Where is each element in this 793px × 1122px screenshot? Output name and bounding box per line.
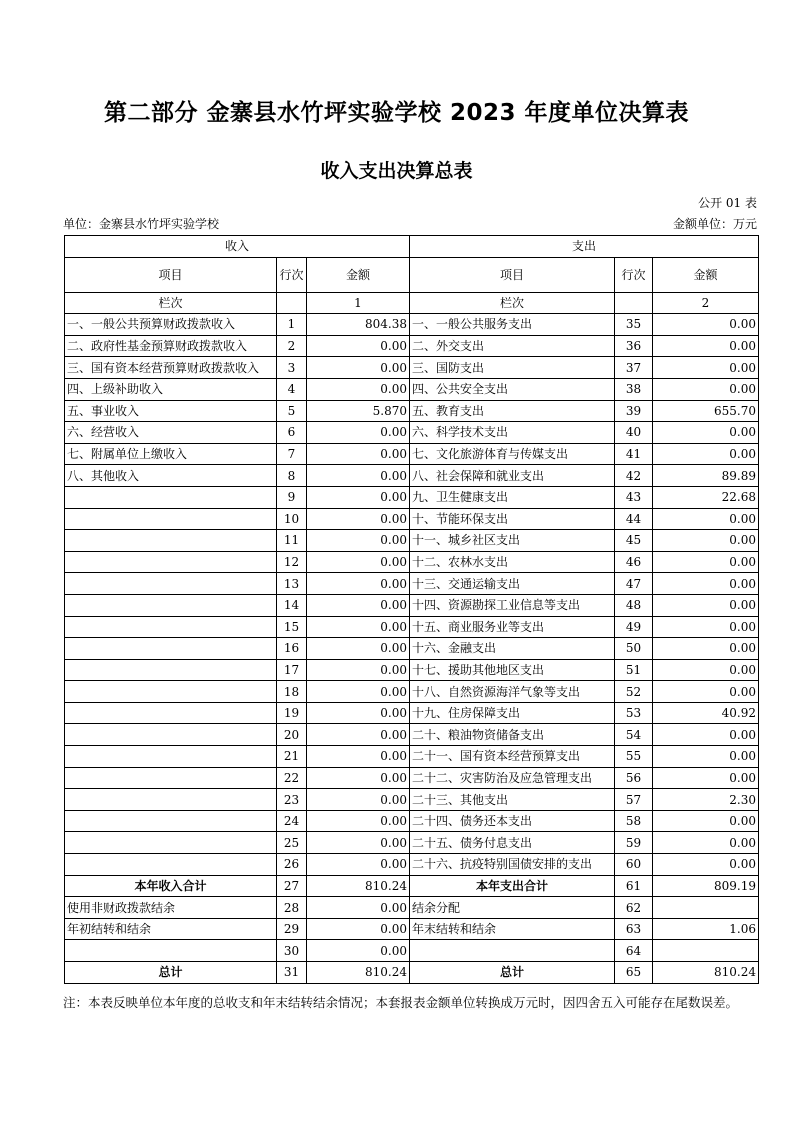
income-amount-cell: 810.24	[307, 875, 410, 897]
expense-amount-cell: 0.00	[653, 573, 759, 595]
expense-line-cell: 65	[615, 962, 653, 984]
expense-line-cell: 35	[615, 314, 653, 336]
expense-line-cell: 64	[615, 940, 653, 962]
table-row	[65, 573, 759, 595]
expense-amount-cell: 0.00	[653, 314, 759, 336]
expense-item-cell: 二、外交支出	[410, 335, 615, 357]
income-item-cell	[65, 508, 277, 530]
expense-item-cell: 十七、援助其他地区支出	[410, 659, 615, 681]
income-item-cell: 五、事业收入	[65, 400, 277, 422]
income-amount-cell: 0.00	[307, 767, 410, 789]
expense-item-cell: 九、卫生健康支出	[410, 486, 615, 508]
income-item-cell: 总计	[65, 962, 277, 984]
table-row	[65, 789, 759, 811]
income-line-cell: 30	[277, 940, 307, 962]
income-amount-cell: 0.00	[307, 594, 410, 616]
expense-line-cell: 56	[615, 767, 653, 789]
expense-amount-cell: 809.19	[653, 875, 759, 897]
expense-seq-blank	[615, 292, 653, 314]
income-line-cell: 21	[277, 746, 307, 768]
income-line-cell: 18	[277, 681, 307, 703]
expense-item-cell: 总计	[410, 962, 615, 984]
expense-item-header: 项目	[410, 257, 615, 292]
expense-amount-cell: 0.00	[653, 724, 759, 746]
expense-item-cell: 五、教育支出	[410, 400, 615, 422]
income-amount-cell: 0.00	[307, 854, 410, 876]
expense-line-cell: 55	[615, 746, 653, 768]
income-amount-cell: 0.00	[307, 638, 410, 660]
income-amount-header: 金额	[307, 257, 410, 292]
expense-item-cell: 二十一、国有资本经营预算支出	[410, 746, 615, 768]
expense-line-cell: 43	[615, 486, 653, 508]
table-row	[65, 940, 759, 962]
income-item-cell: 二、政府性基金预算财政拨款收入	[65, 335, 277, 357]
income-item-cell	[65, 767, 277, 789]
expense-amount-cell: 0.00	[653, 594, 759, 616]
income-amount-cell: 0.00	[307, 832, 410, 854]
expense-line-cell: 45	[615, 530, 653, 552]
expense-amount-cell: 0.00	[653, 530, 759, 552]
income-item-cell: 四、上级补助收入	[65, 378, 277, 400]
expense-item-cell: 十、节能环保支出	[410, 508, 615, 530]
amount-unit-label: 金额单位：万元	[672, 217, 757, 231]
income-item-cell	[65, 530, 277, 552]
table-row	[65, 918, 759, 940]
table-subtitle: 收入支出决算总表	[320, 160, 473, 182]
income-line-cell: 2	[277, 335, 307, 357]
income-item-cell: 使用非财政拨款结余	[65, 897, 277, 919]
expense-amount-cell: 0.00	[653, 810, 759, 832]
table-row	[65, 422, 759, 444]
income-item-cell	[65, 702, 277, 724]
expense-amount-cell: 1.06	[653, 918, 759, 940]
expense-line-cell: 60	[615, 854, 653, 876]
table-row	[65, 378, 759, 400]
table-row	[65, 551, 759, 573]
expense-amount-cell: 2.30	[653, 789, 759, 811]
table-row	[65, 638, 759, 660]
table-row	[65, 314, 759, 336]
income-header: 收入	[65, 236, 410, 258]
expense-amount-cell: 0.00	[653, 551, 759, 573]
income-amount-cell: 0.00	[307, 659, 410, 681]
table-row	[65, 594, 759, 616]
income-amount-cell: 0.00	[307, 897, 410, 919]
expense-amount-cell: 0.00	[653, 378, 759, 400]
expense-amount-cell: 0.00	[653, 746, 759, 768]
sequence-row	[65, 292, 759, 314]
expense-amount-cell: 22.68	[653, 486, 759, 508]
expense-header: 支出	[410, 236, 759, 258]
expense-item-cell: 十九、住房保障支出	[410, 702, 615, 724]
expense-amount-cell: 0.00	[653, 638, 759, 660]
income-amount-cell: 0.00	[307, 357, 410, 379]
column-header-row	[65, 257, 759, 292]
table-row	[65, 681, 759, 703]
expense-line-cell: 40	[615, 422, 653, 444]
expense-item-cell: 二十、粮油物资储备支出	[410, 724, 615, 746]
expense-seq-label: 栏次	[410, 292, 615, 314]
income-amount-cell: 0.00	[307, 789, 410, 811]
page-title: 第二部分 金寨县水竹坪实验学校 2023 年度单位决算表	[103, 100, 690, 126]
income-line-cell: 14	[277, 594, 307, 616]
income-line-cell: 19	[277, 702, 307, 724]
income-line-cell: 17	[277, 659, 307, 681]
income-amount-cell: 0.00	[307, 681, 410, 703]
income-item-cell: 七、附属单位上缴收入	[65, 443, 277, 465]
income-line-cell: 6	[277, 422, 307, 444]
income-line-cell: 26	[277, 854, 307, 876]
expense-line-cell: 53	[615, 702, 653, 724]
expense-item-cell: 七、文化旅游体育与传媒支出	[410, 443, 615, 465]
income-expense-table	[64, 235, 759, 984]
expense-line-cell: 47	[615, 573, 653, 595]
table-row	[65, 465, 759, 487]
expense-item-cell: 年末结转和结余	[410, 918, 615, 940]
expense-line-cell: 42	[615, 465, 653, 487]
income-line-cell: 11	[277, 530, 307, 552]
income-amount-cell: 0.00	[307, 378, 410, 400]
expense-item-cell: 十八、自然资源海洋气象等支出	[410, 681, 615, 703]
expense-line-cell: 51	[615, 659, 653, 681]
table-row	[65, 335, 759, 357]
expense-line-header: 行次	[615, 257, 653, 292]
income-amount-cell: 0.00	[307, 530, 410, 552]
income-seq-number: 1	[307, 292, 410, 314]
unit-row	[63, 215, 757, 233]
unit-label: 单位：金寨县水竹坪实验学校	[63, 217, 220, 231]
income-amount-cell: 0.00	[307, 422, 410, 444]
footnote: 注：本表反映单位本年度的总收支和年末结转结余情况；本套报表金额单位转换成万元时，因四舍五入可能存在尾数误差。	[63, 995, 739, 1010]
expense-line-cell: 44	[615, 508, 653, 530]
income-item-header: 项目	[65, 257, 277, 292]
table-row	[65, 616, 759, 638]
income-item-cell: 六、经营收入	[65, 422, 277, 444]
income-item-cell: 八、其他收入	[65, 465, 277, 487]
income-line-cell: 29	[277, 918, 307, 940]
income-item-cell	[65, 551, 277, 573]
income-amount-cell: 0.00	[307, 486, 410, 508]
expense-amount-cell: 0.00	[653, 767, 759, 789]
income-item-cell	[65, 638, 277, 660]
income-line-cell: 20	[277, 724, 307, 746]
expense-item-cell: 一、一般公共服务支出	[410, 314, 615, 336]
income-item-cell: 年初结转和结余	[65, 918, 277, 940]
income-seq-blank	[277, 292, 307, 314]
expense-amount-cell: 0.00	[653, 681, 759, 703]
table-row	[65, 897, 759, 919]
expense-amount-cell: 655.70	[653, 400, 759, 422]
income-item-cell	[65, 940, 277, 962]
table-row	[65, 400, 759, 422]
expense-line-cell: 62	[615, 897, 653, 919]
expense-amount-cell	[653, 940, 759, 962]
income-line-cell: 24	[277, 810, 307, 832]
table-row	[65, 854, 759, 876]
expense-line-cell: 52	[615, 681, 653, 703]
table-row	[65, 443, 759, 465]
expense-item-cell: 二十六、抗疫特别国债安排的支出	[410, 854, 615, 876]
income-line-cell: 4	[277, 378, 307, 400]
expense-line-cell: 59	[615, 832, 653, 854]
income-line-cell: 25	[277, 832, 307, 854]
income-amount-cell: 0.00	[307, 724, 410, 746]
income-amount-cell: 0.00	[307, 335, 410, 357]
expense-item-cell: 结余分配	[410, 897, 615, 919]
income-line-cell: 3	[277, 357, 307, 379]
table-row	[65, 702, 759, 724]
expense-amount-cell: 0.00	[653, 443, 759, 465]
table-row	[65, 746, 759, 768]
income-amount-cell: 5.870	[307, 400, 410, 422]
income-line-cell: 31	[277, 962, 307, 984]
section-header-row	[65, 236, 759, 258]
year-total-row	[65, 875, 759, 897]
income-line-cell: 10	[277, 508, 307, 530]
income-item-cell	[65, 594, 277, 616]
income-amount-cell: 0.00	[307, 508, 410, 530]
expense-line-cell: 49	[615, 616, 653, 638]
expense-amount-cell: 40.92	[653, 702, 759, 724]
expense-amount-cell: 89.89	[653, 465, 759, 487]
form-number: 公开 01 表	[698, 196, 757, 210]
income-item-cell	[65, 486, 277, 508]
income-item-cell	[65, 724, 277, 746]
income-line-cell: 15	[277, 616, 307, 638]
expense-amount-cell: 0.00	[653, 616, 759, 638]
income-item-cell	[65, 616, 277, 638]
income-amount-cell: 0.00	[307, 810, 410, 832]
income-line-cell: 23	[277, 789, 307, 811]
income-line-cell: 22	[277, 767, 307, 789]
expense-item-cell	[410, 940, 615, 962]
income-line-cell: 8	[277, 465, 307, 487]
expense-item-cell: 十六、金融支出	[410, 638, 615, 660]
expense-line-cell: 37	[615, 357, 653, 379]
income-amount-cell: 0.00	[307, 918, 410, 940]
expense-item-cell: 四、公共安全支出	[410, 378, 615, 400]
income-amount-cell: 810.24	[307, 962, 410, 984]
income-amount-cell: 0.00	[307, 573, 410, 595]
income-item-cell	[65, 573, 277, 595]
expense-item-cell: 三、国防支出	[410, 357, 615, 379]
expense-amount-cell: 0.00	[653, 659, 759, 681]
income-amount-cell: 0.00	[307, 940, 410, 962]
income-item-cell	[65, 789, 277, 811]
expense-amount-cell: 0.00	[653, 854, 759, 876]
income-seq-label: 栏次	[65, 292, 277, 314]
income-line-cell: 28	[277, 897, 307, 919]
expense-seq-number: 2	[653, 292, 759, 314]
grand-total-row	[65, 962, 759, 984]
expense-amount-cell: 0.00	[653, 335, 759, 357]
expense-amount-cell: 810.24	[653, 962, 759, 984]
expense-line-cell: 46	[615, 551, 653, 573]
expense-item-cell: 十三、交通运输支出	[410, 573, 615, 595]
expense-line-cell: 57	[615, 789, 653, 811]
table-row	[65, 810, 759, 832]
expense-item-cell: 十四、资源勘探工业信息等支出	[410, 594, 615, 616]
income-amount-cell: 0.00	[307, 746, 410, 768]
expense-item-cell: 十二、农林水支出	[410, 551, 615, 573]
table-row	[65, 724, 759, 746]
income-line-cell: 9	[277, 486, 307, 508]
expense-line-cell: 39	[615, 400, 653, 422]
income-line-cell: 16	[277, 638, 307, 660]
income-line-cell: 12	[277, 551, 307, 573]
table-row	[65, 357, 759, 379]
table-row	[65, 530, 759, 552]
expense-line-cell: 54	[615, 724, 653, 746]
income-amount-cell: 0.00	[307, 702, 410, 724]
expense-amount-cell: 0.00	[653, 832, 759, 854]
table-row	[65, 832, 759, 854]
expense-line-cell: 61	[615, 875, 653, 897]
income-item-cell	[65, 832, 277, 854]
income-line-cell: 5	[277, 400, 307, 422]
expense-line-cell: 36	[615, 335, 653, 357]
income-line-cell: 7	[277, 443, 307, 465]
expense-amount-cell: 0.00	[653, 508, 759, 530]
income-item-cell: 一、一般公共预算财政拨款收入	[65, 314, 277, 336]
expense-item-cell: 六、科学技术支出	[410, 422, 615, 444]
income-amount-cell: 0.00	[307, 551, 410, 573]
income-item-cell	[65, 681, 277, 703]
income-amount-cell: 0.00	[307, 443, 410, 465]
expense-line-cell: 48	[615, 594, 653, 616]
income-line-cell: 27	[277, 875, 307, 897]
income-item-cell	[65, 659, 277, 681]
table-row	[65, 508, 759, 530]
table-row	[65, 659, 759, 681]
income-item-cell	[65, 854, 277, 876]
expense-item-cell: 十一、城乡社区支出	[410, 530, 615, 552]
expense-item-cell: 二十二、灾害防治及应急管理支出	[410, 767, 615, 789]
income-item-cell: 本年收入合计	[65, 875, 277, 897]
expense-amount-cell: 0.00	[653, 357, 759, 379]
expense-line-cell: 58	[615, 810, 653, 832]
income-amount-cell: 804.38	[307, 314, 410, 336]
income-item-cell	[65, 810, 277, 832]
expense-line-cell: 63	[615, 918, 653, 940]
income-amount-cell: 0.00	[307, 465, 410, 487]
expense-item-cell: 二十五、债务付息支出	[410, 832, 615, 854]
expense-item-cell: 二十四、债务还本支出	[410, 810, 615, 832]
table-row	[65, 486, 759, 508]
expense-amount-cell: 0.00	[653, 422, 759, 444]
expense-item-cell: 十五、商业服务业等支出	[410, 616, 615, 638]
income-item-cell: 三、国有资本经营预算财政拨款收入	[65, 357, 277, 379]
expense-line-cell: 50	[615, 638, 653, 660]
expense-item-cell: 本年支出合计	[410, 875, 615, 897]
income-line-header: 行次	[277, 257, 307, 292]
table-row	[65, 767, 759, 789]
expense-item-cell: 八、社会保障和就业支出	[410, 465, 615, 487]
expense-item-cell: 二十三、其他支出	[410, 789, 615, 811]
expense-line-cell: 38	[615, 378, 653, 400]
income-line-cell: 1	[277, 314, 307, 336]
income-amount-cell: 0.00	[307, 616, 410, 638]
expense-line-cell: 41	[615, 443, 653, 465]
expense-amount-cell	[653, 897, 759, 919]
expense-amount-header: 金额	[653, 257, 759, 292]
income-item-cell	[65, 746, 277, 768]
income-line-cell: 13	[277, 573, 307, 595]
